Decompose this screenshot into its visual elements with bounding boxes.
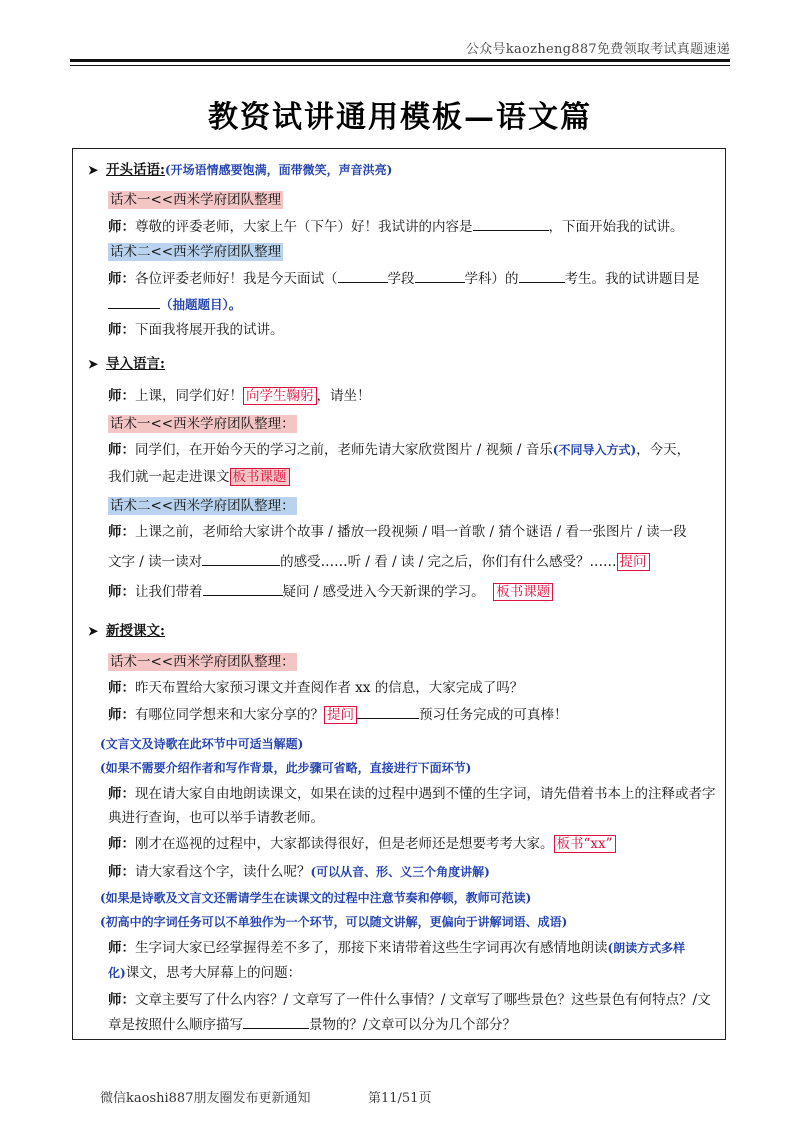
tip-note: (如果不需要介绍作者和写作背景，此步骤可省略，直接进行下面环节) [100, 761, 472, 775]
text-segment: 有哪位同学想来和大家分享的？ [135, 707, 324, 723]
text-segment: 师： [108, 219, 135, 235]
teacher-line [108, 704, 568, 725]
text-segment: 师： [108, 524, 135, 540]
action-box: 向学生鞠躬 [243, 387, 317, 405]
page-number: 第11/51页 [368, 1091, 432, 1106]
text-segment: 师： [108, 322, 135, 338]
teacher-line-cont [108, 808, 324, 828]
teacher-line [108, 990, 711, 1010]
text-segment: 同学们，在开始今天的学习之前，老师先请大家欣赏图片 / 视频 / 音乐 [135, 442, 553, 458]
text-segment: ，请坐！ [316, 388, 371, 404]
footer-note: 微信kaoshi887朋友圈发布更新通知 [100, 1091, 311, 1106]
text-segment: 上课之前，老师给大家讲个故事 / 播放一段视频 / 唱一首歌 / 猜个谜语 / 看一张图片 / 读一段 [135, 524, 687, 540]
text-segment: (朗读方式多样 [607, 941, 686, 955]
tip-note: (初高中的字词任务可以不单独作为一个环节，可以随文讲解，更偏向于讲解词语、成语) [100, 915, 568, 929]
text-segment: 化) [108, 966, 126, 980]
header-note: 公众号kaozheng887免费领取考试真题速递 [465, 42, 730, 57]
script-label [108, 414, 297, 434]
action-box: 提问 [617, 553, 650, 571]
text-segment: 请大家看这个字，读什么呢？ [135, 864, 311, 880]
teacher-line [108, 216, 684, 237]
script-label [108, 242, 283, 262]
text-segment: ，下面开始我的试讲。 [548, 219, 684, 235]
script-label [108, 652, 297, 672]
teacher-line [108, 784, 716, 804]
text-segment: 刚才在巡视的过程中，大家都读得很好，但是老师还是想要考考大家。 [135, 836, 554, 852]
text-segment: 师： [108, 680, 135, 696]
teacher-line [108, 678, 523, 698]
text-segment: 话术一<<西米学府团队整理 [110, 192, 282, 208]
tip-note: (文言文及诗歌在此环节中可适当解题) [100, 737, 304, 751]
text-segment: 让我们带着 [135, 584, 203, 600]
text-segment: 预习任务完成的可真棒！ [419, 707, 568, 723]
text-segment: 学段 [387, 271, 415, 287]
text-segment: 各位评委老师好！我是今天面试（ [135, 271, 338, 287]
text-segment: 学科）的 [464, 271, 519, 287]
text-segment: 典进行查询，也可以举手请教老师。 [108, 810, 324, 826]
action-box: 板书课题 [493, 583, 553, 601]
section-newlesson [88, 621, 165, 641]
text-segment: 课文，思考大屏幕上的问题： [125, 965, 302, 981]
text-segment: 现在请大家自由地朗读课文，如果在读的过程中遇到不懂的生字词，请先借着书本上的注释或者字 [135, 786, 716, 802]
text-segment: (开场语情感要饱满，面带微笑，声音洪亮) [164, 163, 393, 177]
teacher-line [108, 581, 553, 602]
page-title: 教资试讲通用模板—语文篇 [208, 100, 592, 135]
text-segment: 话术一<<西米学府团队整理： [110, 416, 295, 432]
text-segment: 话术二<<西米学府团队整理： [110, 498, 295, 514]
text-segment: (不同导入方式) [552, 443, 637, 457]
arrow-icon: ➤ [88, 163, 99, 177]
text-segment: 师： [108, 584, 135, 600]
section-opening [88, 160, 392, 180]
text-segment: 师： [108, 442, 135, 458]
text-segment: 师： [108, 864, 135, 880]
blank-line [473, 216, 549, 231]
text-segment: ，今天， [636, 442, 691, 458]
action-box: 板书“xx” [554, 835, 616, 853]
text-segment: 师： [108, 707, 135, 723]
text-segment: （抽题题目）。 [160, 297, 242, 312]
teacher-line [108, 386, 371, 406]
text-segment: 疑问 / 感受进入今天新课的学习。 [282, 584, 485, 600]
text-segment: 话术一<<西米学府团队整理： [110, 654, 295, 670]
header-rule-thin [70, 65, 730, 66]
teacher-line [108, 834, 616, 854]
blank-line [202, 551, 280, 566]
blank-line [357, 704, 419, 719]
blank-line [108, 294, 160, 309]
text-segment: 景物的？/文章可以分为几个部分？ [309, 1017, 517, 1033]
teacher-line [108, 268, 700, 289]
script-label [108, 496, 297, 516]
teacher-line [108, 440, 690, 460]
text-segment: 章是按照什么顺序描写 [108, 1017, 243, 1033]
script-label [108, 190, 283, 210]
blank-line [415, 268, 465, 283]
teacher-line [108, 522, 687, 542]
tip-note: (如果是诗歌及文言文还需请学生在读课文的过程中注意节奏和停顿，教师可范读) [100, 891, 532, 905]
teacher-line-cont [108, 294, 241, 315]
blank-line [338, 268, 388, 283]
blank-line [243, 1014, 309, 1029]
text-segment: 师： [108, 940, 135, 956]
text-segment: 考生。我的试讲题目是 [564, 271, 700, 287]
text-segment: 师： [108, 271, 135, 287]
text-segment: 话术二<<西米学府团队整理 [110, 244, 282, 260]
text-segment: 尊敬的评委老师，大家上午（下午）好！我试讲的内容是 [135, 219, 473, 235]
text-segment: 的感受……听 / 看 / 读 / 完之后，你们有什么感受？…… [280, 554, 617, 570]
text-segment: 师： [108, 992, 135, 1008]
section-intro [88, 354, 165, 374]
text-segment: 师： [108, 836, 135, 852]
text-segment: 文字 / 读一读对 [108, 554, 203, 570]
text-segment: 师： [108, 786, 135, 802]
text-segment: (可以从音、形、义三个角度讲解) [310, 865, 490, 879]
text-segment: 师： [108, 388, 135, 404]
arrow-icon: ➤ [88, 357, 99, 371]
blank-line [203, 581, 283, 596]
text-segment: 新授课文: [106, 623, 165, 639]
text-segment: 我们就一起走进课文 [108, 469, 230, 485]
blank-line [519, 268, 565, 283]
header-rule-thick [70, 59, 730, 62]
action-box: 提问 [324, 706, 357, 724]
text-segment: 生字词大家已经掌握得差不多了，那接下来请带着这些生字词再次有感情地朗读 [135, 940, 608, 956]
teacher-line-cont [108, 551, 650, 572]
teacher-line [108, 938, 685, 958]
action-box: 板书课题 [230, 468, 290, 486]
arrow-icon: ➤ [88, 624, 99, 638]
teacher-line-cont [108, 467, 290, 487]
teacher-line [108, 320, 284, 340]
teacher-line [108, 862, 490, 882]
text-segment: 导入语言: [106, 356, 165, 372]
teacher-line-cont [108, 963, 301, 983]
text-segment: 上课，同学们好！ [135, 388, 243, 404]
text-segment: 文章主要写了什么内容？/ 文章写了一件什么事情？/ 文章写了哪些景色？这些景色有何特点？/文 [135, 992, 711, 1008]
text-segment: 下面我将展开我的试讲。 [135, 322, 284, 338]
teacher-line-cont [108, 1014, 516, 1035]
text-segment: 昨天布置给大家预习课文并查阅作者 xx 的信息，大家完成了吗？ [135, 680, 524, 696]
text-segment: 开头话语: [106, 162, 165, 178]
